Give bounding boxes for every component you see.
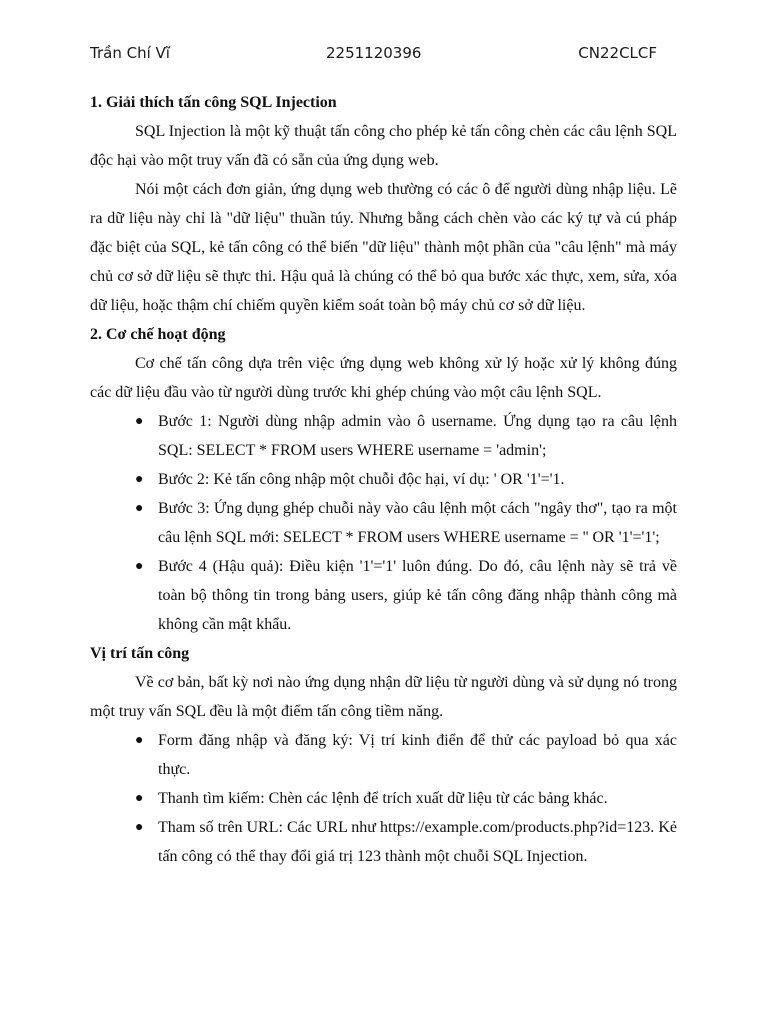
list-item xyxy=(135,407,677,465)
list-item xyxy=(135,552,677,639)
list-item-text: Bước 4 (Hậu quả): Điều kiện '1'='1' luôn đúng. Do đó, câu lệnh này sẽ trả về toàn bộ thông tin trong bảng users, giúp kẻ tấn công đăng nhập thành công mà không cần mật khẩu. xyxy=(158,558,677,633)
list-item-text: Bước 2: Kẻ tấn công nhập một chuỗi độc hại, ví dụ: ' OR '1'='1. xyxy=(158,471,565,488)
bullet-icon: ● xyxy=(135,472,144,487)
bullet-icon: ● xyxy=(135,414,144,429)
class-code: CN22CLCF xyxy=(578,44,657,62)
document-body xyxy=(90,88,677,871)
bullet-icon: ● xyxy=(135,501,144,516)
page-header xyxy=(90,44,677,66)
bullet-icon: ● xyxy=(135,559,144,574)
list-item-text: Thanh tìm kiếm: Chèn các lệnh để trích xuất dữ liệu từ các bảng khác. xyxy=(158,790,608,807)
bullet-icon: ● xyxy=(135,820,144,835)
student-id: 2251120396 xyxy=(326,44,422,62)
list-item-text: Bước 3: Ứng dụng ghép chuỗi này vào câu lệnh một cách "ngây thơ", tạo ra một câu lệnh SQL mới: SELECT * FROM users WHERE username = '' OR '1'='1'; xyxy=(158,500,677,546)
section-2-title: 2. Cơ chế hoạt động xyxy=(90,326,226,343)
list-item xyxy=(135,494,677,552)
section-1-title: 1. Giải thích tấn công SQL Injection xyxy=(90,94,337,111)
list-item xyxy=(135,726,677,784)
list-item-text: Tham số trên URL: Các URL như https://example.com/products.php?id=123. Kẻ tấn công có thể thay đổi giá trị 123 thành một chuỗi SQL Injection. xyxy=(158,819,677,865)
mechanism-steps-list xyxy=(90,407,677,639)
list-item xyxy=(135,784,677,813)
section-3-title: Vị trí tấn công xyxy=(90,645,190,662)
bullet-icon: ● xyxy=(135,733,144,748)
list-item xyxy=(135,465,677,494)
author-name: Trần Chí Vĩ xyxy=(90,44,170,62)
list-item xyxy=(135,813,677,871)
section-2-intro: Cơ chế tấn công dựa trên việc ứng dụng web không xử lý hoặc xử lý không đúng các dữ liệu đầu vào từ người dùng trước khi ghép chúng vào một câu lệnh SQL. xyxy=(90,355,677,401)
section-1-paragraph: Nói một cách đơn giản, ứng dụng web thường có các ô để người dùng nhập liệu. Lẽ ra dữ liệu này chỉ là "dữ liệu" thuần túy. Nhưng bằng cách chèn vào các ký tự và cú pháp đặc biệt của SQL, kẻ tấn công có thể biến "dữ liệu" thành một phần của "câu lệnh" mà máy chủ cơ sở dữ liệu sẽ thực thi. Hậu quả là chúng có thể bỏ qua bước xác thực, xem, sửa, xóa dữ liệu, hoặc thậm chí chiếm quyền kiểm soát toàn bộ máy chủ cơ sở dữ liệu. xyxy=(90,181,677,314)
attack-locations-list xyxy=(90,726,677,871)
list-item-text: Bước 1: Người dùng nhập admin vào ô username. Ứng dụng tạo ra câu lệnh SQL: SELECT * FROM users WHERE username = 'admin'; xyxy=(158,413,677,459)
section-3-intro: Về cơ bản, bất kỳ nơi nào ứng dụng nhận dữ liệu từ người dùng và sử dụng nó trong một truy vấn SQL đều là một điểm tấn công tiềm năng. xyxy=(90,674,677,720)
bullet-icon: ● xyxy=(135,791,144,806)
section-1-paragraph: SQL Injection là một kỹ thuật tấn công cho phép kẻ tấn công chèn các câu lệnh SQL độc hại vào một truy vấn đã có sẵn của ứng dụng web. xyxy=(90,123,677,169)
list-item-text: Form đăng nhập và đăng ký: Vị trí kinh điển để thử các payload bỏ qua xác thực. xyxy=(158,732,677,778)
